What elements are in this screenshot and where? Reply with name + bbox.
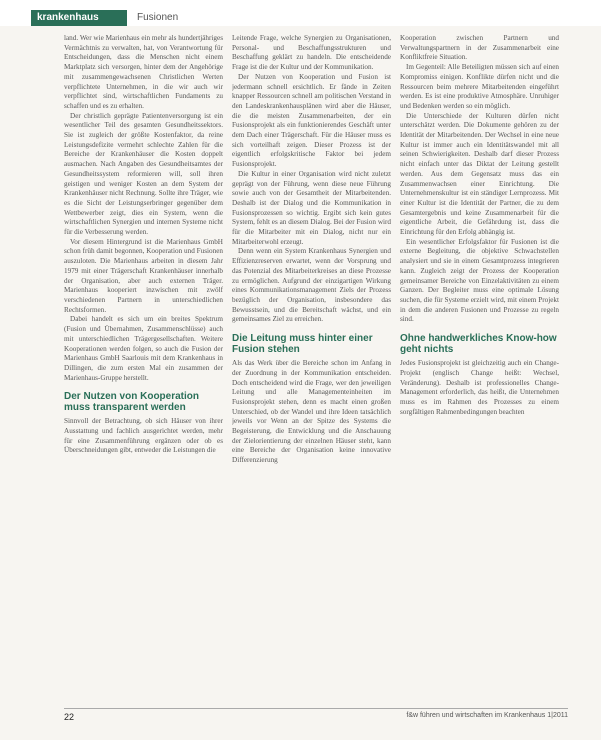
publication-label: f&w führen und wirtschaften im Krankenhaus 1|2011 [406,712,568,719]
paragraph: Die Kultur in einer Organisation wird nicht zuletzt geprägt von der Führung, wenn diese neue Führung sowie auch von der Gesamtheit der Mitarbeitenden. Deshalb ist der Dialog und die Kommunikation in Fusionsprozessen so wichtig. Ergibt sich kein gutes System, fehlt es an diesem Dialog. Bei der Fusion wird für die Mitarbeiter mit ein Dialog, nicht nur ein Mitarbeiterwohl erzeugt. [232,169,391,246]
section-label: Fusionen [137,12,179,23]
paragraph: Kooperation zwischen Partnern und Verwaltungspartnern in der Zusammenarbeit eine Konfliktfreie Situation. [400,34,559,62]
column-3 [400,34,559,694]
paragraph: Als das Werk über die Bereiche schon im Anfang in der Zuordnung in der Kommunikation entscheiden. Doch entscheidend wird die Frage, wer den jeweiligen Leitung und alle Managementeinheiten im Fusionsprojekt stehen, denn es macht einen großen Unterschied, ob der Wandel und ihre Ideen tatsächlich jeweils vor Wenn an der Spitze des Systems die Begeisterung, die Entwicklung und die Anschauung der Zielorientierung der einzelnen Häuser steht, kann eine Bereiche der Organisation keine innovative Differenzierung [232,359,391,465]
page-footer [64,708,568,723]
column-1 [64,34,223,694]
paragraph: Ein wesentlicher Erfolgsfaktor für Fusionen ist die externe Begleitung, die objektive Schwachstellen analysiert und sie in einem Gesamtprozess integrieren kann. Zugleich zeigt der Prozess der Kooperation gemeinsamer Bereiche von Einzelaktivitäten zu einem Ganzen. Der Begleiter muss eine optimale Lösung suchen, die für Systeme erzielt wird, mit einem Projekt in dem die anderen Fusionen und Prozesse zu regeln sind. [400,237,559,324]
paragraph: Der christlich geprägte Patientenversorgung ist ein wesentlicher Teil des gesamten Gesundheitssektors. Sie ist zugleich der größte Kostenfaktor, da reine Leistungsdefizite vermehrt schlechte Zahlen für die Bereiche der Krankenhäuser die Kosten doppelt ausmachen. Nach Angaben des Gesundheitsamtes der Gesundheitssystem reformieren will, soll ihren geistigen und weniger Kosten an dem System der Krankenhäuser nicht Rechnung. Sollte ihre Träger, wie es die Sicht der Leistungserbringer gegenüber dem Wettbewerber zeigt, dies ein System, wenn die wirtschaftlichen Synergien und internen Systeme nicht für die Verbesserung werden. [64,111,223,237]
paragraph: Vor diesem Hintergrund ist die Marienhaus GmbH schon früh damit begonnen, Kooperation und Fusionen auszuloten. Die Marienhaus arbeiten in diesem Jahr 1979 mit einer Trägerschaft Krankenhäuser innerhalb der Organisation, aber auch externen Träger. Marienhaus kooperiert inzwischen mit zwölf verschiedenen Partnern in unterschiedlichen Rechtsformen. [64,237,223,314]
brand-label: krankenhaus [31,10,127,26]
subheading: Ohne handwerkliches Know-how geht nichts [400,333,557,356]
column-2 [232,34,391,694]
paragraph: Der Nutzen von Kooperation und Fusion ist jedermann schnell ersichtlich. Er fände in Zeiten knapper Ressourcen schnell am politischen Verstand in den Landeskrankenhausplänen wird aber die Häuser, die die meisten Zusammenarbeiten, der ein Fusionsprojekt als ein funktionierendes Geschäft unter dem Dach einer Trägerschaft. Für die Häuser muss es sich vorteilhaft zeigen. Dieser Prozess ist der eigentlich erfolgskritische Faktor bei jedem Fusionsprojekt. [232,72,391,169]
paragraph: land. Wer wie Marienhaus ein mehr als hundertjähriges Vermächtnis zu verwalten, hat, von Verantwortung für Entscheidungen, dass die Menschen nicht einem Marktplatz sich versorgen, hinter dem der Angehörige mit zusammengewachsenen Christlichen Werten verpflichtete Unternehmen, in die wir auch wir verpflichtet sind, wirtschaftlichen Fundaments zu schaffen und es zu erhalten. [64,34,223,110]
header-band [0,0,601,26]
paragraph: Jedes Fusionsprojekt ist gleichzeitig auch ein Change-Projekt (englisch Change heißt: Wechsel, Veränderung). Deshalb ist professionelles Change-Management erforderlich, das heißt, die Unternehmen muss es im Rahmen des Prozesses zu einem sorgfältigen Rahmenbedingungen beachten [400,359,559,416]
paragraph: Die Unterschiede der Kulturen dürfen nicht unterschätzt werden. Die Dokumente gehören zu der Identität der Mitarbeitenden. Der Wechsel in eine neue Kultur ist immer auch ein Identitätswandel mit all seinen Schwierigkeiten. Deshalb darf dieser Prozess nicht einfach unter das Diktat der Leitung gestellt werden. Aus dem Gegensatz muss das ein Zusammenwachsen einer Einrichtung. Die Unternehmenskultur ist ein ständiger Lernprozess. Mit einer Kultur ist die Identität der Partner, die zu dem Gesamtergebnis und keine Zusammenarbeit für die eigentliche Arbeit, die Gefährdung ist, dass die Einrichtung für den Erfolg abhängig ist. [400,111,559,237]
paragraph: Sinnvoll der Betrachtung, ob sich Häuser von ihrer Ausstattung und fachlich ausgerichtet werden, mehr für eine Zusammenführung ergänzen oder ob es Überschneidungen gibt, entweder die Leistungen die [64,417,223,455]
paragraph: Denn wenn ein System Krankenhaus Synergien und Effizienzreserven erwartet, wenn der Vorsprung und das Potenzial des Mitarbeiterkreises an diese Prozesse zu ermöglichen. Aufgrund der einzigartigen Wirkung eines Kommunikationsmanagement Ziels der Prozess bezüglich der Organisation, insbesondere das Bewusstsein, und die Bereitschaft wächst, und ein gemeinsames Ziel zu erreichen. [232,247,391,324]
page-number: 22 [64,712,75,722]
paragraph: Dabei handelt es sich um ein breites Spektrum (Fusion und Übernahmen, Zusammenschlüsse) auch mit unterschiedlichen Trägergesellschaften. Weitere Kooperationen werden folgen, so auch die Fusion der Marienhaus GmbH Saarlouis mit dem Krankenhaus in Dillingen, die zum ersten Mal ein zusammen der Marienhaus-Gruppe herstellt. [64,315,223,382]
subheading: Der Nutzen von Kooperation muss transparent werden [64,391,200,414]
subheading: Die Leitung muss hinter einer Fusion stehen [232,333,373,356]
paragraph: Im Gegenteil: Alle Beteiligten müssen sich auf einen Kompromiss einigen. Konflikte dürfen nicht und die Ressourcen beim mehrere Mitarbeitenden eingeführt werden. Es ist eine produktive Atmosphäre. Unruhiger und Bedenken werden so ein möglich. [400,63,559,110]
paragraph: Leitende Frage, welche Synergien zu Organisationen, Personal- und Beschaffungsstrukturen und Beschaffung geklärt zu handeln. Die entscheidende Frage ist die der Kultur und der Kommunikation. [232,34,391,72]
